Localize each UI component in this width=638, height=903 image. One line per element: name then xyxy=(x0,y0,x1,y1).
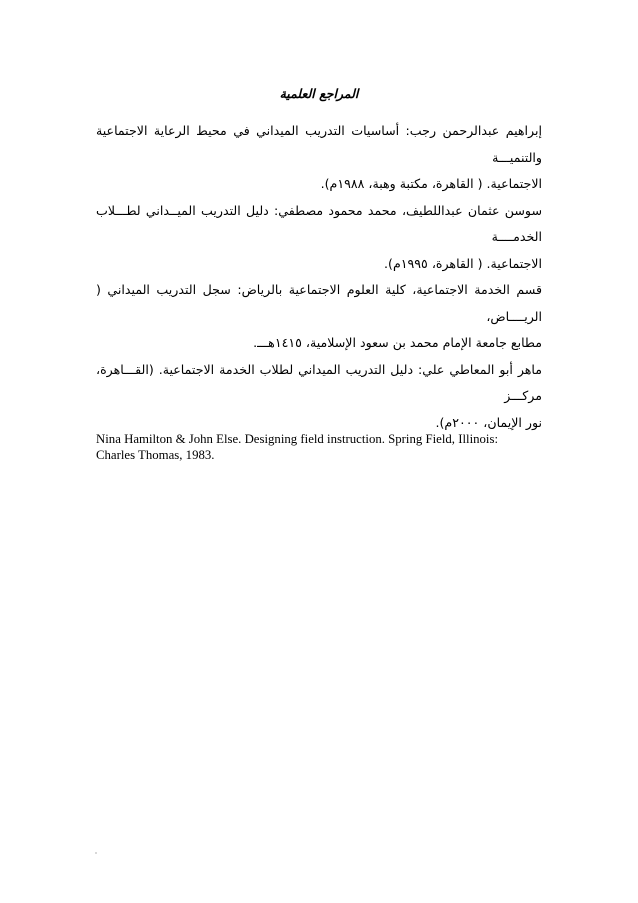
reference-item xyxy=(96,277,542,357)
page-speck xyxy=(95,852,97,854)
reference-item xyxy=(96,198,542,278)
reference-item xyxy=(96,357,542,437)
references-list xyxy=(96,118,542,463)
reference-line: الاجتماعية. ( القاهرة، مكتبة وهبة، ١٩٨٨م). xyxy=(320,176,542,191)
reference-line: ماهر أبو المعاطي علي: دليل التدريب الميداني لطلاب الخدمة الاجتماعية. (القـــاهرة، مركـــز xyxy=(96,361,542,403)
reference-line: سوسن عثمان عبداللطيف، محمد محمود مصطفي: دليل التدريب الميــداني لطـــلاب الخدمــــة xyxy=(96,202,542,244)
reference-line: Charles Thomas, 1983. xyxy=(96,448,215,462)
reference-line: قسم الخدمة الاجتماعية، كلية العلوم الاجتماعية بالرياض: سجل التدريب الميداني ( الريــــاض، xyxy=(96,282,542,324)
reference-line: نور الإيمان، ٢٠٠٠م). xyxy=(435,414,542,430)
reference-line: إبراهيم عبدالرحمن رجب: أساسيات التدريب الميداني في محيط الرعاية الاجتماعية والتنميـــة xyxy=(96,123,542,165)
english-reference-item xyxy=(96,431,542,463)
reference-line: Nina Hamilton & John Else. Designing field instruction. Spring Field, Illinois: xyxy=(96,432,499,446)
page-title: المراجع العلمية xyxy=(279,86,359,101)
reference-line: الاجتماعية. ( القاهرة، ١٩٩٥م). xyxy=(384,255,542,271)
reference-line: مطابع جامعة الإمام محمد بن سعود الإسلامية، ١٤١٥هـــ. xyxy=(253,335,542,350)
reference-item xyxy=(96,118,542,198)
